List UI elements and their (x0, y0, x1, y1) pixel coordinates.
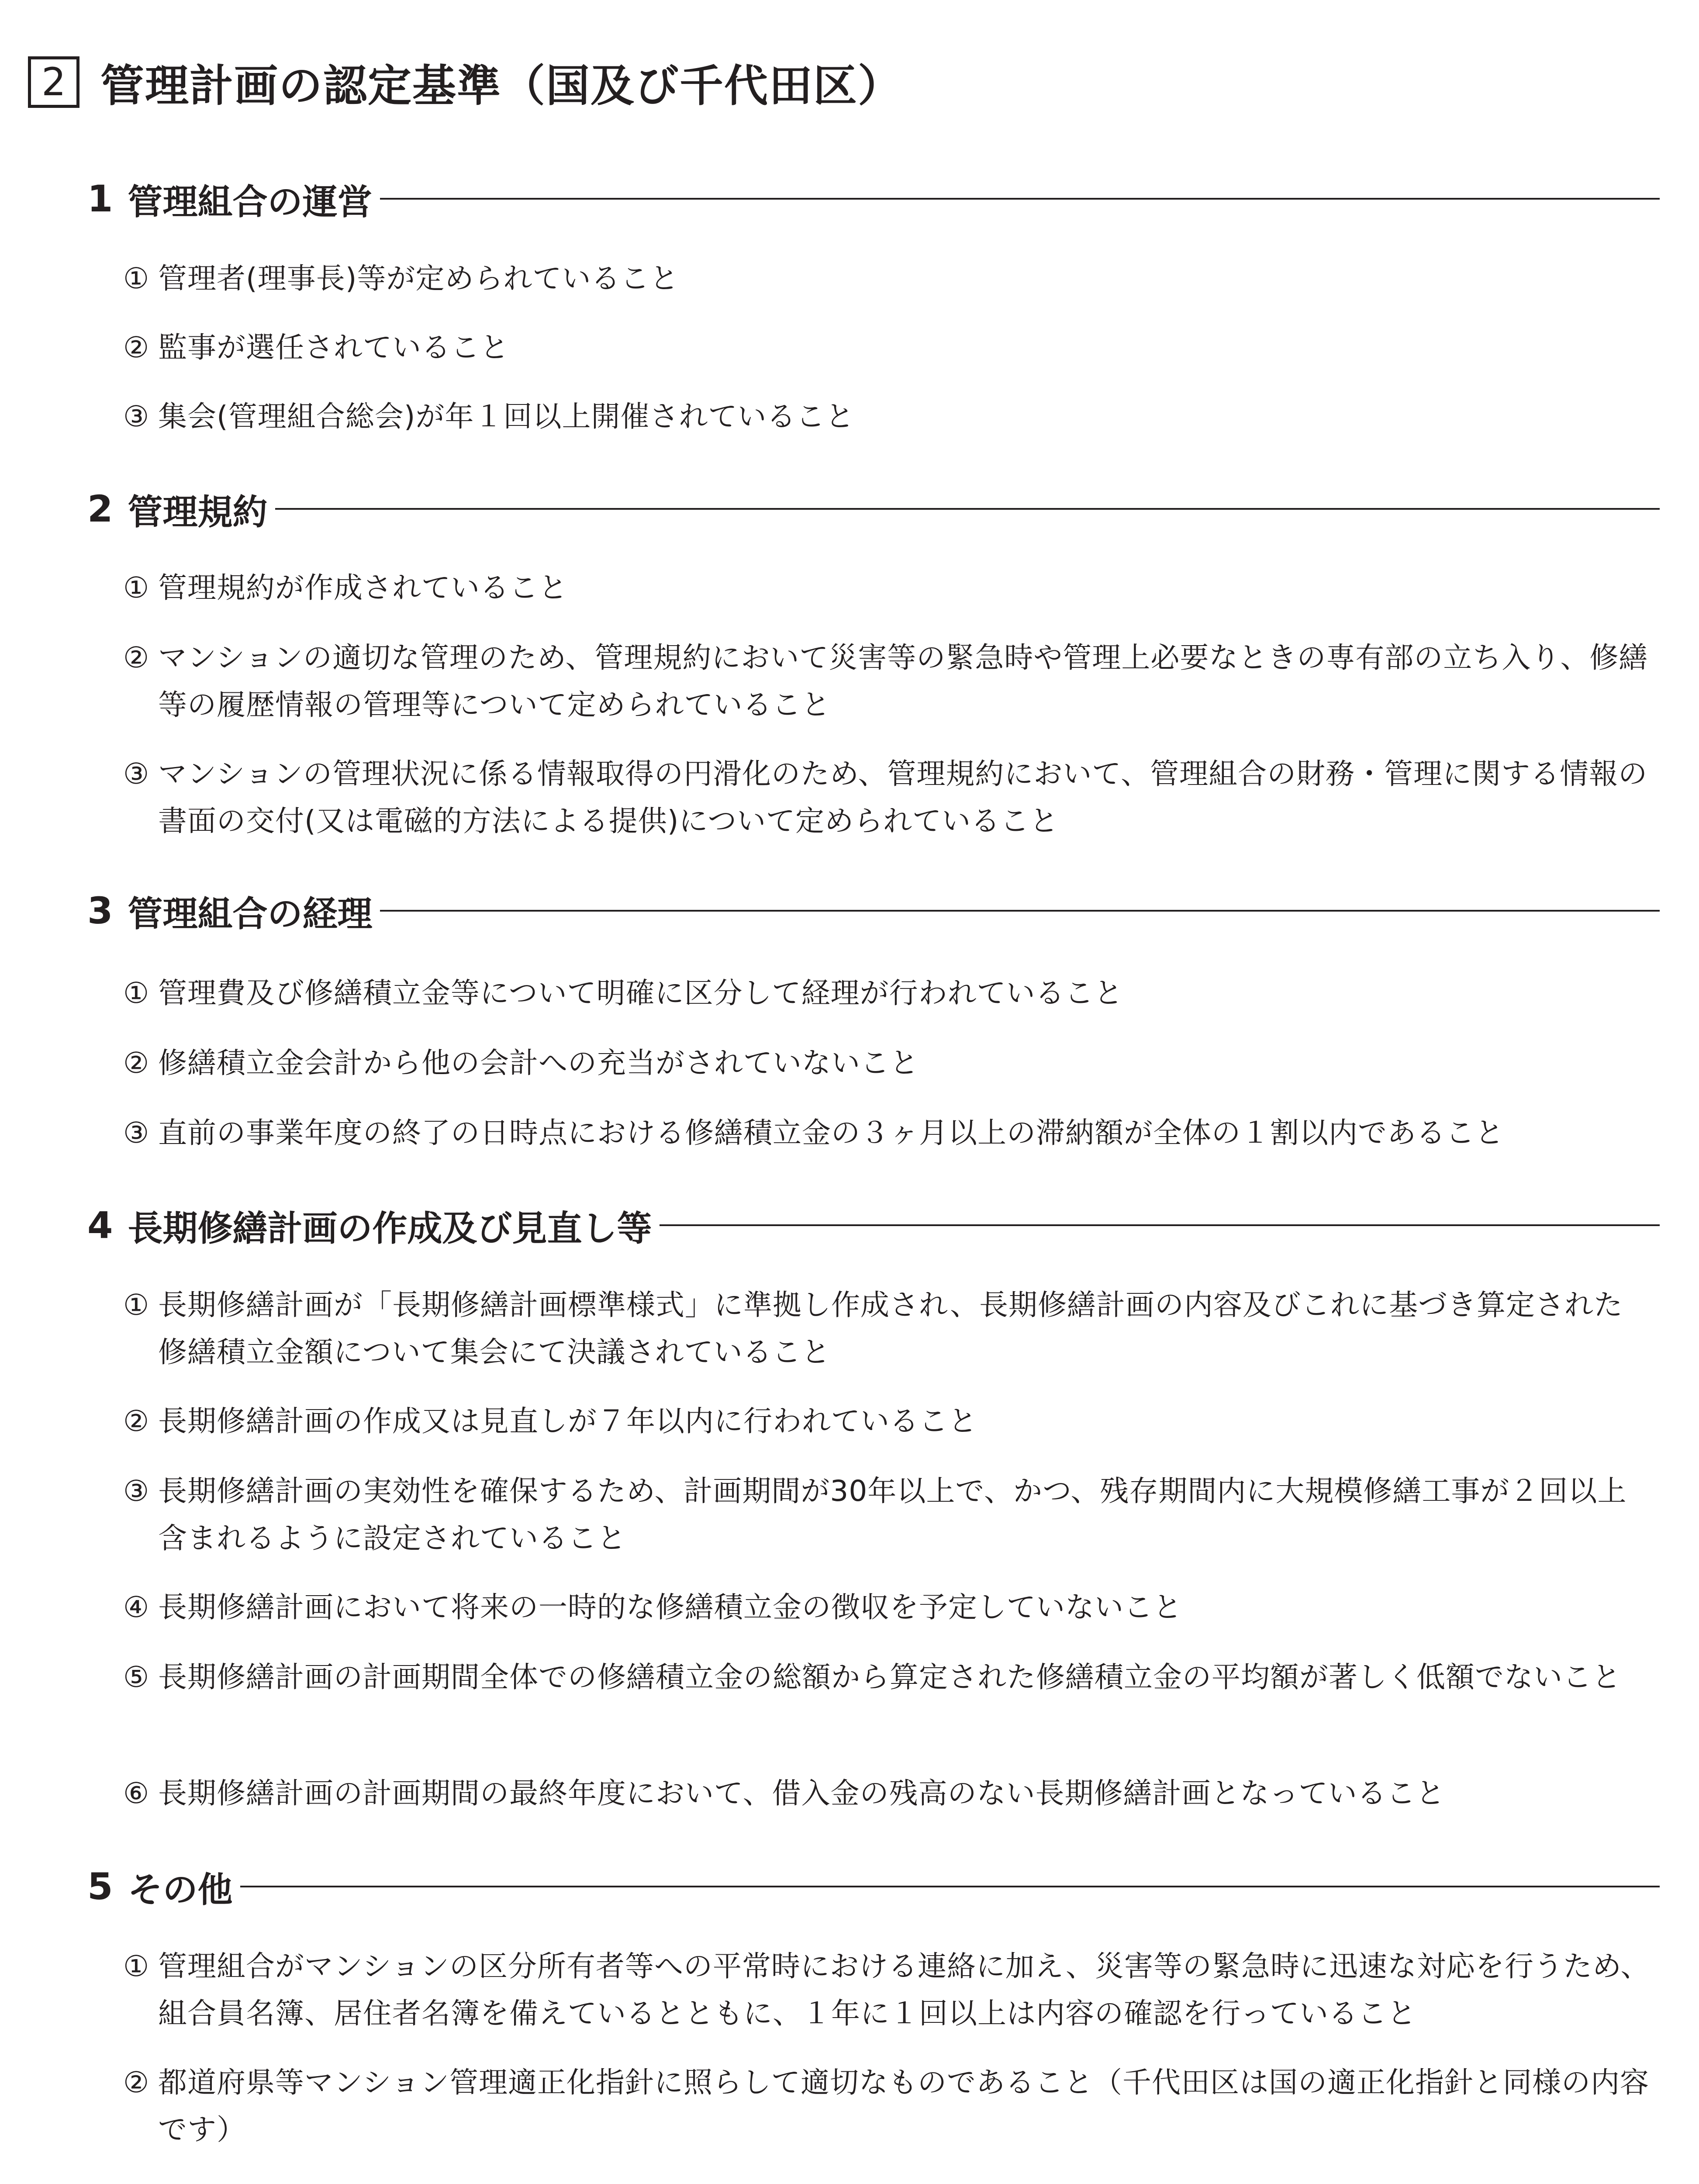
item-number: ② (123, 641, 149, 674)
title-number-box: 2 (28, 56, 79, 108)
section-title: 管理規約 (128, 491, 268, 532)
list-item (123, 970, 1652, 1017)
item-number: ④ (123, 1590, 149, 1624)
section-title: その他 (128, 1869, 233, 1910)
list-item (123, 1398, 1652, 1445)
item-text: マンションの適切な管理のため、管理規約において災害等の緊急時や管理上必要なときの専有部の立ち入り、修繕等の履歴情報の管理等について定められていること (158, 641, 1648, 722)
item-text: 都道府県等マンション管理適正化指針に照らして適切なものであること（千代田区は国の適正化指針と同様の内容です） (158, 2066, 1650, 2146)
section-number: 3 (87, 889, 113, 932)
section-heading (87, 1863, 1660, 1911)
section-rule (660, 1224, 1660, 1226)
list-item (123, 1468, 1652, 1562)
section-title: 管理組合の経理 (128, 893, 373, 934)
list-item (123, 2059, 1652, 2153)
item-text: マンションの管理状況に係る情報取得の円滑化のため、管理規約において、管理組合の財務・管理に関する情報の書面の交付(又は電磁的方法による提供)について定められていること (158, 757, 1648, 838)
item-number: ① (123, 262, 149, 295)
item-number: ③ (123, 1116, 149, 1150)
section-heading (87, 1201, 1660, 1249)
item-text: 直前の事業年度の終了の日時点における修繕積立金の３ヶ月以上の滞納額が全体の１割以内であること (158, 1116, 1504, 1150)
section-heading (87, 485, 1660, 533)
item-text: 長期修繕計画が「長期修繕計画標準様式」に準拠し作成され、長期修繕計画の内容及びこれに基づき算定された修繕積立金額について集会にて決議されていること (158, 1288, 1623, 1369)
list-item (123, 564, 1652, 612)
list-item (123, 255, 1652, 302)
item-number: ① (123, 1949, 149, 1983)
section-heading (87, 887, 1660, 935)
list-item (123, 1282, 1652, 1376)
section-number: 4 (87, 1204, 113, 1247)
section-title: 長期修繕計画の作成及び見直し等 (128, 1208, 652, 1249)
item-text: 長期修繕計画の計画期間全体での修繕積立金の総額から算定された修繕積立金の平均額が著しく低額でないこと (158, 1660, 1621, 1694)
list-item (123, 1584, 1652, 1631)
section-title: 管理組合の運営 (128, 181, 373, 222)
item-text: 集会(管理組合総会)が年１回以上開催されていること (158, 400, 855, 433)
item-number: ③ (123, 757, 149, 791)
item-number: ② (123, 331, 149, 364)
list-item (123, 1770, 1652, 1817)
section-number: 2 (87, 487, 113, 530)
list-item (123, 750, 1652, 845)
item-number: ③ (123, 1474, 149, 1508)
section-heading (87, 175, 1660, 223)
item-number: ② (123, 1404, 149, 1438)
item-text: 管理規約が作成されていること (158, 571, 568, 605)
section-rule (240, 1886, 1660, 1887)
title-text: 管理計画の認定基準（国及び千代田区） (100, 60, 902, 111)
list-item (123, 393, 1652, 440)
section-rule (275, 508, 1660, 510)
item-text: 長期修繕計画の作成又は見直しが７年以内に行われていること (158, 1404, 977, 1438)
list-item (123, 1109, 1652, 1157)
item-number: ① (123, 976, 149, 1010)
item-number: ⑥ (123, 1776, 149, 1810)
item-number: ① (123, 1288, 149, 1322)
item-text: 長期修繕計画の計画期間の最終年度において、借入金の残高のない長期修繕計画となっていること (158, 1776, 1445, 1810)
list-item (123, 1654, 1652, 1701)
item-text: 長期修繕計画において将来の一時的な修繕積立金の徴収を予定していないこと (158, 1590, 1182, 1624)
item-number: ① (123, 571, 149, 605)
section-number: 1 (87, 177, 113, 220)
item-number: ⑤ (123, 1660, 149, 1694)
list-item (123, 324, 1652, 371)
section-number: 5 (87, 1865, 113, 1908)
list-item (123, 1040, 1652, 1087)
item-text: 管理者(理事長)等が定められていること (158, 262, 679, 295)
item-text: 修繕積立金会計から他の会計への充当がされていないこと (158, 1046, 919, 1080)
item-text: 管理費及び修繕積立金等について明確に区分して経理が行われていること (158, 976, 1123, 1010)
item-text: 管理組合がマンションの区分所有者等への平常時における連絡に加え、災害等の緊急時に迅速な対応を行うため、組合員名簿、居住者名簿を備えているとともに、１年に１回以上は内容の確認を行っていること (158, 1949, 1650, 2030)
item-number: ② (123, 1046, 149, 1080)
page-title (28, 52, 902, 113)
section-rule (380, 198, 1660, 200)
section-rule (380, 910, 1660, 912)
item-number: ③ (123, 400, 149, 433)
list-item (123, 634, 1652, 729)
list-item (123, 1943, 1652, 2037)
item-text: 監事が選任されていること (158, 331, 509, 364)
item-text: 長期修繕計画の実効性を確保するため、計画期間が30年以上で、かつ、残存期間内に大規模修繕工事が２回以上含まれるように設定されていること (158, 1474, 1627, 1555)
item-number: ② (123, 2066, 149, 2099)
